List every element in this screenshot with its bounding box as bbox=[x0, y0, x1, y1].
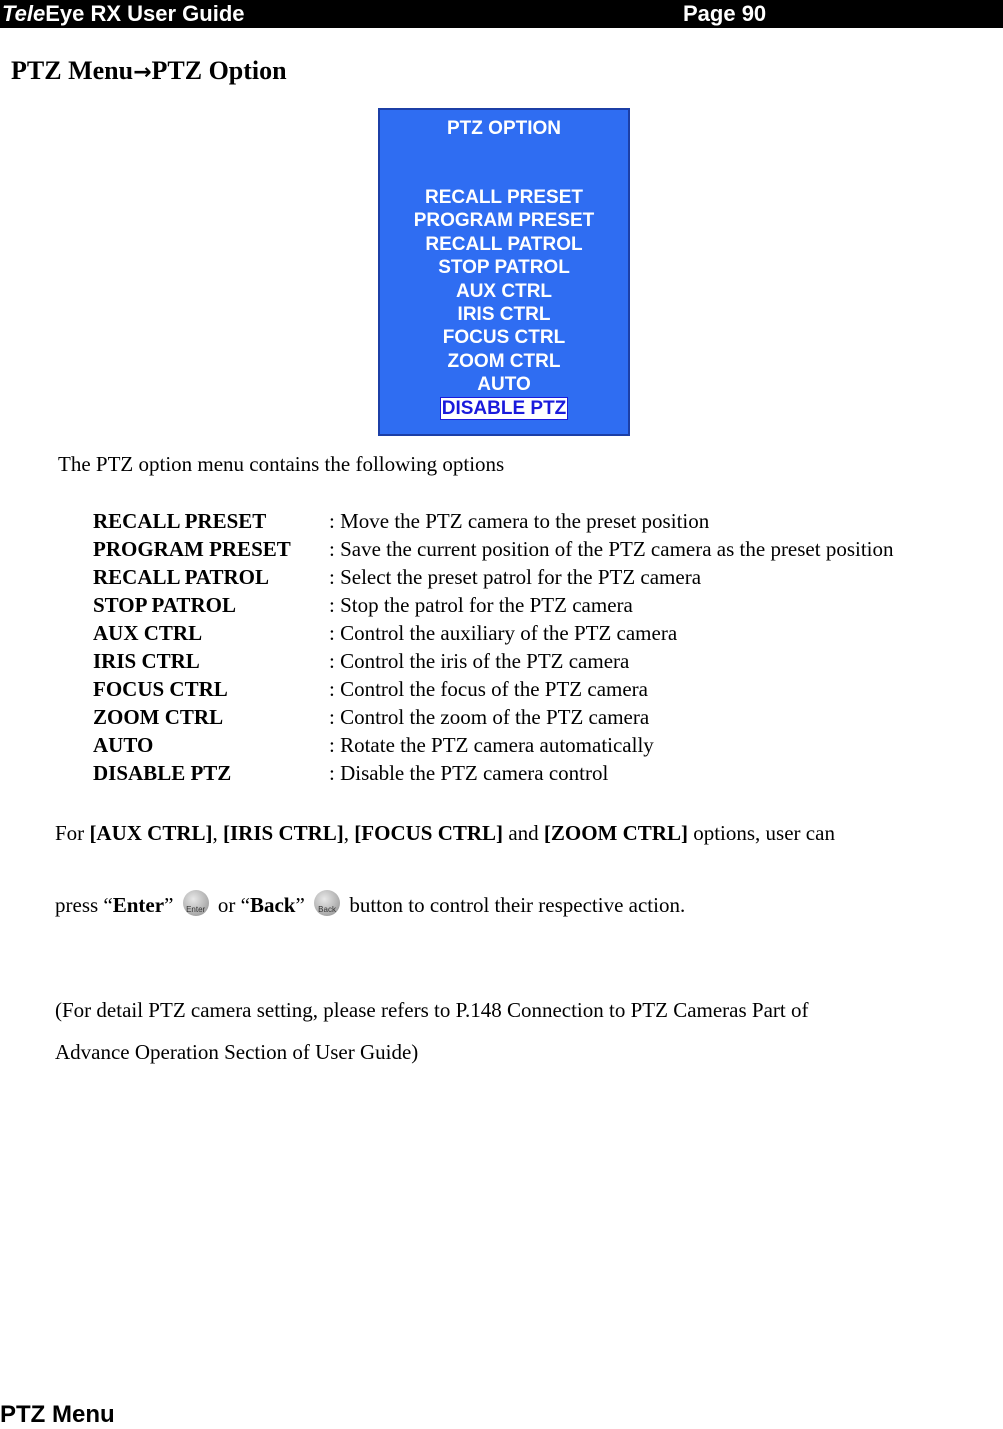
intro-text: The PTZ option menu contains the following options bbox=[58, 452, 505, 476]
section-title-part1: PTZ Menu bbox=[11, 56, 134, 85]
option-description: : Save the current position of the PTZ camera as the preset position bbox=[329, 537, 894, 561]
osd-menu-title: PTZ OPTION bbox=[447, 118, 561, 139]
option-row bbox=[93, 591, 894, 619]
control-note-paragraph: For [AUX CTRL], [IRIS CTRL], [FOCUS CTRL] and [ZOOM CTRL] options, user can bbox=[55, 821, 835, 845]
option-description: : Rotate the PTZ camera automatically bbox=[329, 733, 654, 757]
option-name: PROGRAM PRESET bbox=[93, 537, 291, 561]
section-title bbox=[11, 56, 287, 86]
page-footer: PTZ Menu bbox=[0, 1401, 115, 1428]
osd-menu-item-zoom-ctrl[interactable]: ZOOM CTRL bbox=[447, 350, 561, 372]
button-instruction-paragraph: press “Enter” Enter or “Back” Back button to control their respective action. bbox=[55, 890, 685, 918]
option-row bbox=[93, 675, 894, 703]
option-name: FOCUS CTRL bbox=[93, 677, 228, 701]
back-button-icon: Back bbox=[314, 890, 340, 916]
option-row bbox=[93, 563, 894, 591]
osd-menu-item-disable-ptz[interactable]: DISABLE PTZ bbox=[441, 397, 567, 419]
reference-note-line2: Advance Operation Section of User Guide) bbox=[55, 1040, 419, 1064]
reference-note-line1: (For detail PTZ camera setting, please refers to P.148 Connection to PTZ Cameras Part of bbox=[55, 998, 809, 1022]
osd-menu-item-recall-patrol[interactable]: RECALL PATROL bbox=[425, 233, 583, 255]
option-description: : Control the auxiliary of the PTZ camera bbox=[329, 621, 678, 645]
option-row bbox=[93, 703, 894, 731]
guide-title-rest: Eye RX User Guide bbox=[45, 1, 245, 26]
osd-menu-item-program-preset[interactable]: PROGRAM PRESET bbox=[413, 210, 595, 232]
option-name: IRIS CTRL bbox=[93, 649, 200, 673]
page-header bbox=[0, 0, 1003, 28]
section-title-part2: PTZ Option bbox=[151, 56, 287, 85]
options-list bbox=[93, 507, 894, 787]
option-name: DISABLE PTZ bbox=[93, 761, 232, 785]
arrow-right-icon: → bbox=[133, 60, 152, 85]
page-number: Page 90 bbox=[683, 1, 767, 26]
option-name: AUX CTRL bbox=[93, 621, 203, 645]
osd-menu-item-recall-preset[interactable]: RECALL PRESET bbox=[424, 187, 583, 208]
option-description: : Control the focus of the PTZ camera bbox=[329, 677, 648, 701]
option-name: RECALL PATROL bbox=[93, 565, 269, 589]
option-description: : Stop the patrol for the PTZ camera bbox=[329, 593, 633, 617]
guide-title bbox=[2, 1, 245, 27]
option-row bbox=[93, 647, 894, 675]
option-name: ZOOM CTRL bbox=[93, 705, 224, 729]
option-description: : Select the preset patrol for the PTZ camera bbox=[329, 565, 702, 589]
option-name: AUTO bbox=[93, 733, 154, 757]
option-description: : Control the iris of the PTZ camera bbox=[329, 649, 630, 673]
option-row bbox=[93, 759, 894, 787]
ptz-option-menu-screenshot bbox=[378, 108, 630, 436]
osd-menu-list bbox=[380, 186, 628, 420]
option-row bbox=[93, 507, 894, 535]
option-name: STOP PATROL bbox=[93, 593, 236, 617]
brand-prefix: Tele bbox=[2, 1, 46, 26]
osd-menu-item-stop-patrol[interactable]: STOP PATROL bbox=[438, 257, 570, 279]
option-row bbox=[93, 535, 894, 563]
option-description: : Move the PTZ camera to the preset position bbox=[329, 509, 710, 533]
enter-button-icon: Enter bbox=[183, 890, 209, 916]
option-row bbox=[93, 619, 894, 647]
osd-menu-item-auto[interactable]: AUTO bbox=[477, 374, 531, 396]
osd-menu-item-iris-ctrl[interactable]: IRIS CTRL bbox=[457, 303, 551, 325]
osd-menu-item-focus-ctrl[interactable]: FOCUS CTRL bbox=[442, 327, 566, 349]
option-name: RECALL PRESET bbox=[93, 509, 267, 533]
option-description: : Control the zoom of the PTZ camera bbox=[329, 705, 650, 729]
option-description: : Disable the PTZ camera control bbox=[329, 761, 609, 785]
osd-menu-item-aux-ctrl[interactable]: AUX CTRL bbox=[455, 280, 553, 302]
option-row bbox=[93, 731, 894, 759]
